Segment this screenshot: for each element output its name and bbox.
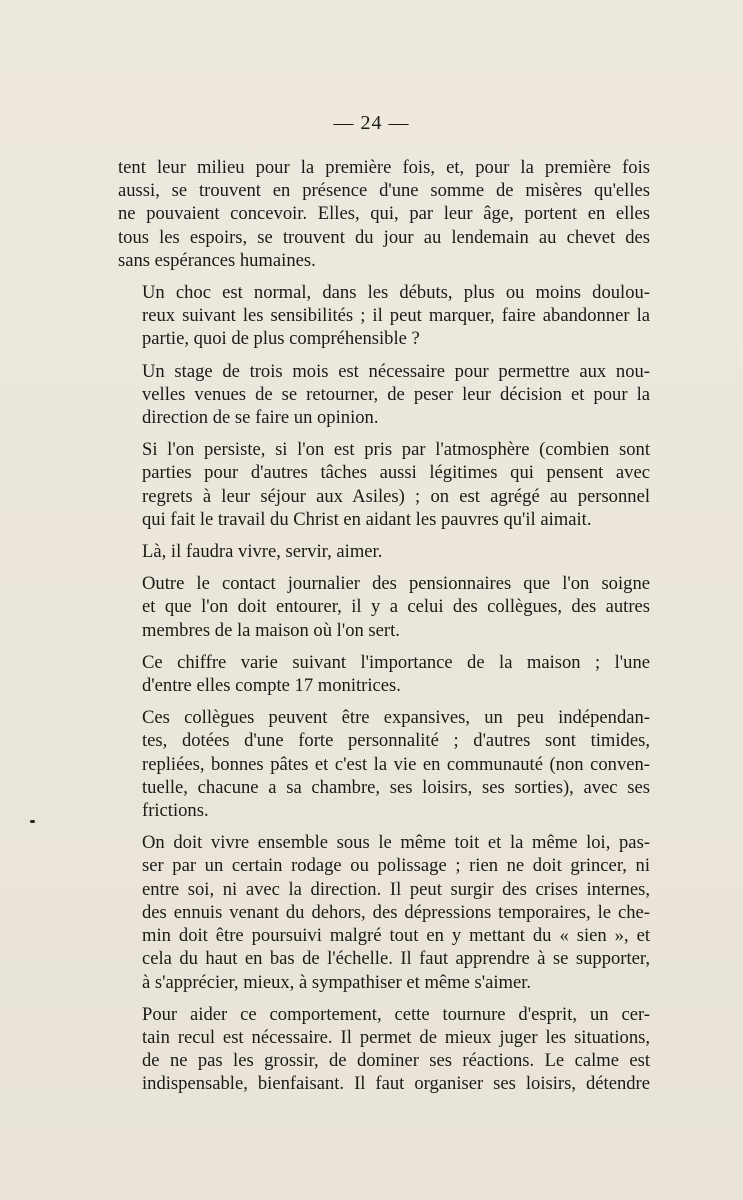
text-line: membres de la maison où l'on sert. <box>142 619 400 641</box>
paragraph <box>118 1003 650 1096</box>
paragraph <box>118 360 650 430</box>
text-line: Ce chiffre varie suivant l'importance de la maison ; l'une <box>142 651 650 673</box>
paragraph <box>118 706 650 822</box>
text-line: ne pouvaient concevoir. Elles, qui, par leur âge, portent en elles <box>118 203 650 225</box>
text-line: aussi, se trouvent en présence d'une somme de misères qu'elles <box>118 180 650 202</box>
text-line: entre soi, ni avec la direction. Il peut surgir des crises internes, <box>142 878 650 900</box>
text-line: partie, quoi de plus compréhensible ? <box>142 328 420 350</box>
text-line: repliées, bonnes pâtes et c'est la vie en communauté (non conven- <box>142 753 650 775</box>
text-line: d'entre elles compte 17 monitrices. <box>142 675 401 697</box>
text-line: de ne pas les grossir, de dominer ses réactions. Le calme est <box>142 1050 650 1072</box>
text-line: tent leur milieu pour la première fois, et, pour la première fois <box>118 157 650 178</box>
page-number: — 24 — <box>333 112 410 134</box>
text-line: frictions. <box>142 800 209 822</box>
text-line: regrets à leur séjour aux Asiles) ; on est agrégé au personnel <box>142 485 650 507</box>
text-line: Si l'on persiste, si l'on est pris par l'atmosphère (combien sont <box>142 439 650 461</box>
text-line: velles venues de se retourner, de peser leur décision et pour la <box>142 383 650 405</box>
text-line: On doit vivre ensemble sous le même toit et la même loi, pas- <box>142 832 650 854</box>
text-line: reux suivant les sensibilités ; il peut marquer, faire abandonner la <box>142 305 650 327</box>
text-line: sans espérances humaines. <box>118 249 316 271</box>
text-line: indispensable, bienfaisant. Il faut organiser ses loisirs, détendre <box>142 1073 650 1095</box>
paragraph <box>118 438 650 531</box>
text-line: tous les espoirs, se trouvent du jour au lendemain au chevet des <box>118 226 650 248</box>
margin-mark <box>30 820 35 823</box>
text-line: cela du haut en bas de l'échelle. Il faut apprendre à se supporter, <box>142 948 650 970</box>
text-line: tain recul est nécessaire. Il permet de mieux juger les situations, <box>142 1026 650 1048</box>
text-line: parties pour d'autres tâches aussi légitimes qui pensent avec <box>142 462 650 484</box>
text-line: Un choc est normal, dans les débuts, plus ou moins doulou- <box>142 282 650 304</box>
body-text <box>118 156 650 1105</box>
paragraph <box>118 651 650 697</box>
text-line: tes, dotées d'une forte personnalité ; d'autres sont timides, <box>142 730 650 752</box>
paragraph <box>118 281 650 351</box>
paragraph <box>118 831 650 993</box>
paragraph <box>118 156 650 272</box>
text-line: et que l'on doit entourer, il y a celui des collègues, des autres <box>142 596 650 618</box>
text-line: Pour aider ce comportement, cette tournure d'esprit, un cer- <box>142 1003 650 1025</box>
text-line: Outre le contact journalier des pensionnaires que l'on soigne <box>142 573 650 595</box>
text-line: qui fait le travail du Christ en aidant les pauvres qu'il aimait. <box>142 508 592 530</box>
text-line: Un stage de trois mois est nécessaire pour permettre aux nou- <box>142 360 650 382</box>
paragraph <box>118 540 650 563</box>
paragraph <box>118 572 650 642</box>
text-line: min doit être poursuivi malgré tout en y mettant du « sien », et <box>142 925 650 947</box>
text-line: tuelle, chacune a sa chambre, ses loisirs, ses sorties), avec ses <box>142 776 650 798</box>
text-line: direction de se faire un opinion. <box>142 407 379 429</box>
text-line: des ennuis venant du dehors, des dépressions temporaires, le che- <box>142 901 650 923</box>
text-line: Là, il faudra vivre, servir, aimer. <box>142 541 383 563</box>
text-line: à s'apprécier, mieux, à sympathiser et même s'aimer. <box>142 971 532 993</box>
text-line: ser par un certain rodage ou polissage ; rien ne doit grincer, ni <box>142 855 650 877</box>
text-line: Ces collègues peuvent être expansives, un peu indépendan- <box>142 707 650 729</box>
